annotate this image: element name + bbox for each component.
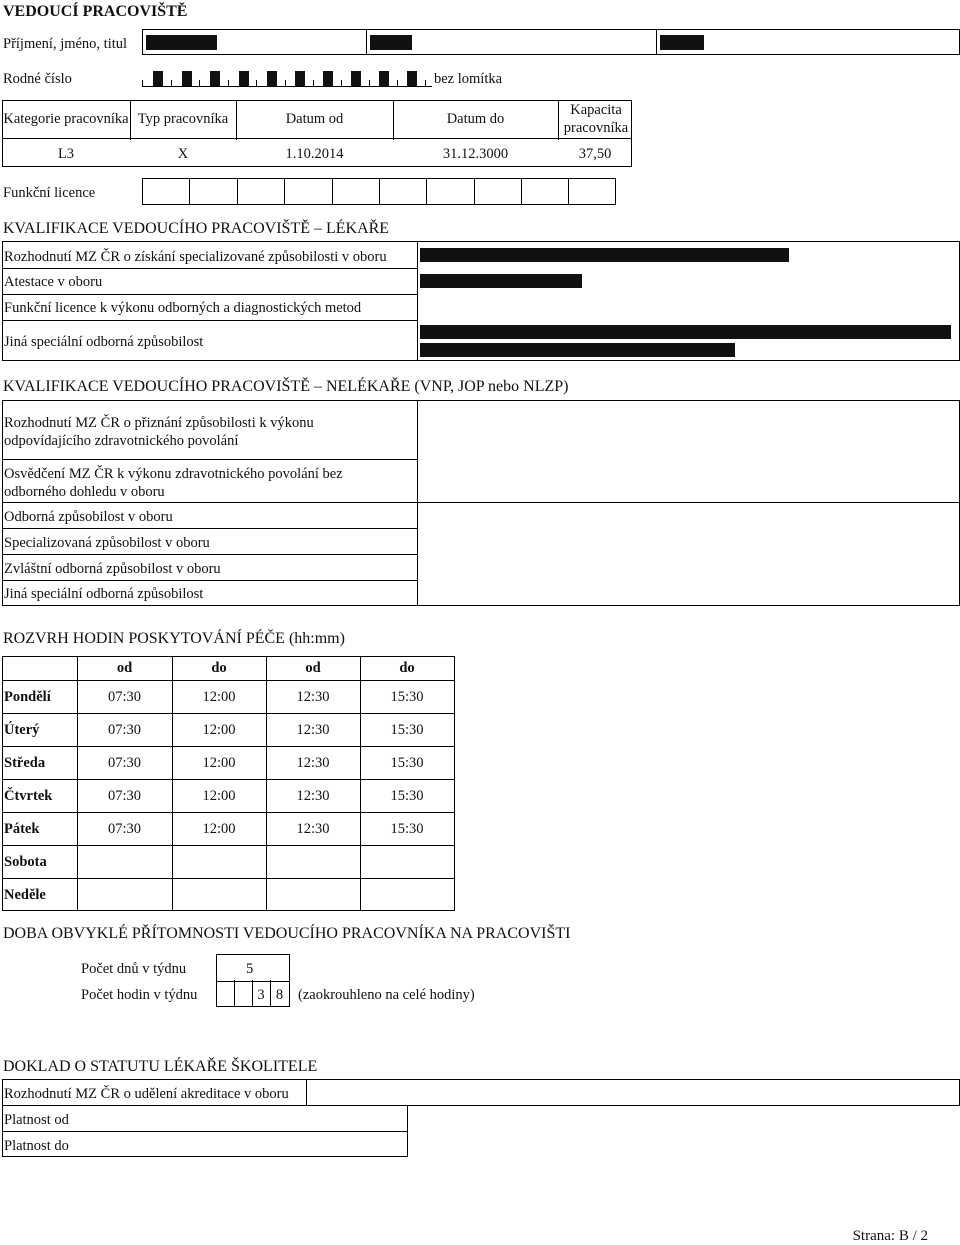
doctor-qual-row-4: Jiná speciální odborná způsobilost: [4, 334, 204, 350]
birth-label: Rodné číslo: [3, 71, 72, 87]
trainer-row-3: Platnost do: [4, 1138, 69, 1154]
redacted-other-competence-1: [420, 325, 951, 339]
license-box-divider: [332, 178, 333, 205]
schedule-day-label: Sobota: [4, 854, 47, 870]
schedule-time-cell[interactable]: 12:30: [296, 821, 330, 837]
hours-baseline: [216, 1006, 290, 1007]
schedule-row-rule: [2, 779, 455, 780]
birth-tick: [142, 80, 143, 87]
license-box-divider: [284, 178, 285, 205]
schedule-time-cell[interactable]: 07:30: [107, 788, 142, 804]
license-box-divider: [521, 178, 522, 205]
schedule-row-rule: [2, 845, 455, 846]
schedule-time-cell[interactable]: 07:30: [107, 755, 142, 771]
hours-per-week-field[interactable]: [216, 980, 290, 1007]
doctor-qual-rule: [2, 268, 417, 269]
schedule-row-rule: [2, 746, 455, 747]
schedule-row-rule: [2, 812, 455, 813]
schedule-day-label: Čtvrtek: [4, 788, 53, 804]
section-title-schedule: ROZVRH HODIN POSKYTOVÁNÍ PÉČE (hh:mm): [3, 630, 345, 647]
trainer-divider: [306, 1079, 307, 1106]
section-title-presence: DOBA OBVYKLÉ PŘÍTOMNOSTI VEDOUCÍHO PRACOVNÍKA NA PRACOVIŠTI: [3, 925, 571, 942]
schedule-time-cell[interactable]: 12:00: [202, 722, 236, 738]
hours-digit-4: 8: [275, 987, 284, 1003]
section-title-doctor: KVALIFIKACE VEDOUCÍHO PRACOVIŠTĚ – LÉKAŘE: [3, 220, 390, 237]
schedule-header-from-1: od: [116, 660, 133, 676]
nondoctor-qual-divider: [417, 400, 418, 606]
birth-tick: [285, 80, 286, 87]
days-per-week-value: 5: [246, 961, 254, 977]
cell-category: L3: [57, 146, 75, 162]
nondoctor-qual-rule: [2, 459, 417, 460]
schedule-time-cell[interactable]: 12:00: [202, 821, 236, 837]
schedule-time-cell[interactable]: 15:30: [390, 722, 424, 738]
col-header-capacity: Kapacita pracovníka: [563, 102, 629, 136]
birth-digit-redacted: [239, 71, 249, 86]
trainer-blank-area: [408, 1106, 960, 1158]
license-box-divider: [426, 178, 427, 205]
schedule-time-cell[interactable]: 12:00: [202, 788, 236, 804]
birth-digit-redacted: [379, 71, 389, 86]
trainer-row-1: Rozhodnutí MZ ČR o udělení akreditace v oboru: [4, 1086, 289, 1102]
license-box-divider: [474, 178, 475, 205]
birth-digit-redacted: [210, 71, 220, 86]
birth-tick: [171, 80, 172, 87]
schedule-time-cell[interactable]: 12:30: [296, 722, 330, 738]
birth-digit-redacted: [407, 71, 417, 86]
birth-tick: [341, 80, 342, 87]
cell-type: X: [177, 146, 189, 162]
section-title-nondoctor: KVALIFIKACE VEDOUCÍHO PRACOVIŠTĚ – NELÉKAŘE (VNP, JOP nebo NLZP): [3, 378, 569, 395]
schedule-time-cell[interactable]: 15:30: [390, 821, 424, 837]
schedule-time-cell[interactable]: 15:30: [390, 689, 424, 705]
name-divider-2: [656, 29, 657, 55]
nondoctor-qual-row-2: Osvědčení MZ ČR k výkonu zdravotnického povolání bez odborného dohledu v oboru: [4, 466, 343, 500]
birth-baseline: [142, 86, 432, 87]
section-title-head: VEDOUCÍ PRACOVIŠTĚ: [3, 3, 188, 20]
days-per-week-label: Počet dnů v týdnu: [81, 961, 187, 977]
doctor-qual-row-3: Funkční licence k výkonu odborných a diagnostických metod: [4, 300, 362, 316]
doctor-qual-row-2: Atestace v oboru: [4, 274, 103, 290]
doctor-qual-rule: [2, 294, 417, 295]
birth-digit-redacted: [267, 71, 277, 86]
hours-note: (zaokrouhleno na celé hodiny): [298, 987, 475, 1003]
redacted-attestation: [420, 274, 582, 288]
schedule-day-label: Pondělí: [4, 689, 51, 705]
functional-license-label: Funkční licence: [3, 185, 96, 201]
nondoctor-qual-rule: [2, 554, 417, 555]
name-label: Příjmení, jméno, titul: [3, 36, 128, 52]
col-header-date-to: Datum do: [446, 111, 505, 127]
schedule-header-to-1: do: [211, 660, 227, 676]
birth-tick: [199, 80, 200, 87]
birth-tick: [228, 80, 229, 87]
doctor-qual-divider: [417, 241, 418, 361]
birth-suffix: bez lomítka: [434, 71, 503, 87]
schedule-day-label: Pátek: [4, 821, 40, 837]
birth-tick: [369, 80, 370, 87]
schedule-day-label: Středa: [4, 755, 46, 771]
nondoctor-qual-row-5: Zvláštní odborná způsobilost v oboru: [4, 561, 221, 577]
trainer-row-2: Platnost od: [4, 1112, 69, 1128]
col-header-category: Kategorie pracovníka: [3, 111, 129, 127]
schedule-header-rule: [2, 680, 455, 681]
birth-tick: [397, 80, 398, 87]
schedule-row-rule: [2, 713, 455, 714]
schedule-time-cell[interactable]: 12:00: [202, 689, 236, 705]
schedule-day-label: Úterý: [4, 722, 40, 738]
doctor-qual-row-1: Rozhodnutí MZ ČR o získání specializované způsobilosti v oboru: [4, 249, 387, 265]
schedule-header-to-2: do: [399, 660, 415, 676]
schedule-time-cell[interactable]: 15:30: [390, 788, 424, 804]
cell-capacity: 37,50: [578, 146, 612, 162]
birth-tick: [313, 80, 314, 87]
hours-digit-divider: [289, 980, 290, 1007]
hours-digit-divider: [234, 980, 235, 1007]
redacted-specialization: [420, 248, 789, 262]
hours-per-week-label: Počet hodin v týdnu: [81, 987, 198, 1003]
name-divider-1: [366, 29, 367, 55]
employee-table-rule: [2, 138, 632, 139]
birth-digit-redacted: [182, 71, 192, 86]
cell-date-from: 1.10.2014: [285, 146, 344, 162]
col-header-type: Typ pracovníka: [137, 111, 229, 127]
license-box-divider: [189, 178, 190, 205]
birth-digit-redacted: [323, 71, 333, 86]
employee-table-col: [558, 100, 559, 140]
redacted-other-competence-2: [420, 343, 735, 357]
redacted-surname: [146, 35, 217, 50]
schedule-time-cell[interactable]: 12:30: [296, 689, 330, 705]
schedule-day-label: Neděle: [4, 887, 46, 903]
section-title-trainer: DOKLAD O STATUTU LÉKAŘE ŠKOLITELE: [3, 1058, 318, 1075]
col-header-date-from: Datum od: [285, 111, 344, 127]
schedule-row-rule: [2, 878, 455, 879]
name-field[interactable]: [142, 29, 960, 55]
birth-digit-redacted: [153, 71, 163, 86]
nondoctor-qual-rule: [2, 528, 417, 529]
license-box-divider: [379, 178, 380, 205]
schedule-time-cell[interactable]: 07:30: [107, 821, 142, 837]
nondoctor-qual-row-3: Odborná způsobilost v oboru: [4, 509, 173, 525]
birth-tick: [425, 80, 426, 87]
schedule-time-cell[interactable]: 12:00: [202, 755, 236, 771]
nondoctor-qual-row-4: Specializovaná způsobilost v oboru: [4, 535, 210, 551]
page-number: Strana: B / 2: [852, 1228, 928, 1244]
license-box-divider: [568, 178, 569, 205]
nondoctor-qual-rule: [2, 502, 960, 503]
cell-date-to: 31.12.3000: [442, 146, 509, 162]
schedule-time-cell[interactable]: 15:30: [390, 755, 424, 771]
schedule-time-cell[interactable]: 07:30: [107, 722, 142, 738]
doctor-qual-rule: [2, 320, 417, 321]
trainer-rule: [2, 1131, 408, 1132]
nondoctor-qual-rule: [2, 580, 417, 581]
license-box-divider: [237, 178, 238, 205]
nondoctor-qual-row-1: Rozhodnutí MZ ČR o přiznání způsobilosti k výkonu odpovídajícího zdravotnického povolání: [4, 415, 314, 449]
redacted-title: [660, 35, 704, 50]
birth-digit-redacted: [351, 71, 361, 86]
schedule-time-cell[interactable]: 12:30: [296, 788, 330, 804]
schedule-time-cell[interactable]: 07:30: [107, 689, 142, 705]
nondoctor-qual-row-6: Jiná speciální odborná způsobilost: [4, 586, 204, 602]
hours-digit-divider: [216, 980, 217, 1007]
birth-tick: [256, 80, 257, 87]
birth-digit-redacted: [295, 71, 305, 86]
schedule-header-from-2: od: [305, 660, 321, 676]
hours-digit-3: 3: [257, 987, 265, 1003]
schedule-time-cell[interactable]: 12:30: [296, 755, 330, 771]
redacted-firstname: [370, 35, 412, 50]
birth-number-field[interactable]: [142, 64, 432, 92]
